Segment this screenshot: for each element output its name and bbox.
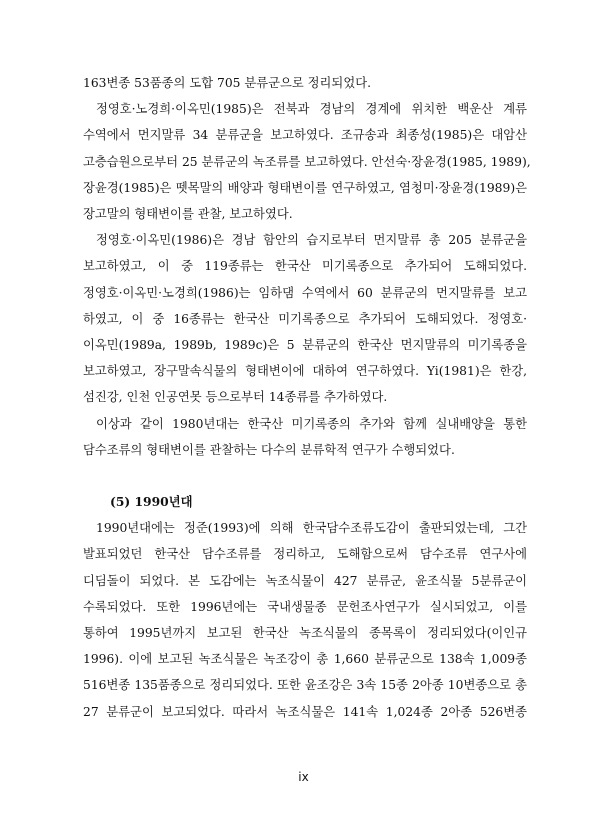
text-line: 163변종 53품종의 도합 705 분류군으로 정리되었다. (83, 76, 371, 90)
text-line: 보고하였고, 장구말속식물의 형태변이에 대하여 연구하였다. Yi(1981)은 한강, (83, 364, 527, 379)
text-line: 하였고, 이 중 16종류는 한국산 미기록종으로 추가되어 도해되었다. 정영호· (83, 311, 527, 326)
text-line: 섬진강, 인천 인공연못 등으로부터 14종류를 추가하였다. (83, 390, 388, 405)
text-line: 수역에서 먼지말류 34 분류군을 보고하였다. 조규송과 최종성(1985)은 대암산 (83, 128, 527, 143)
page-number: ix (298, 770, 309, 784)
text-line: 디딤돌이 되었다. 본 도감에는 녹조식물이 427 분류군, 윤조식물 5분류군이 (83, 573, 527, 588)
section-heading: (5) 1990년대 (110, 494, 193, 510)
text-line: 27 분류군이 보고되었다. 따라서 녹조식물은 141속 1,024종 2아종 526변종 (83, 704, 527, 719)
paragraph-start-line: 정영호·이옥민(1986)은 경남 함안의 습지로부터 먼지말류 총 205 분류군을 (96, 233, 527, 248)
text-line: 정영호·이옥민·노경희(1986)는 임하댐 수역에서 60 분류군의 먼지말류를 보고 (83, 285, 527, 300)
paragraph-start-line: 이상과 같이 1980년대는 한국산 미기록종의 추가와 함께 실내배양을 통한 (96, 416, 527, 431)
text-line: 발표되었던 한국산 담수조류를 정리하고, 도해함으로써 담수조류 연구사에 (83, 547, 527, 562)
text-line: 담수조류의 형태변이를 관찰하는 다수의 분류학적 연구가 수행되었다. (83, 442, 455, 457)
text-line: 1996). 이에 보고된 녹조식물은 녹조강이 총 1,660 분류군으로 138속 1,009종 (83, 652, 527, 667)
text-line: 516변종 135품종으로 정리되었다. 또한 윤조강은 3속 15종 2아종 10변종으로 총 (83, 678, 527, 693)
text-line: 보고하였고, 이 중 119종류는 한국산 미기록종으로 추가되어 도해되었다. (83, 259, 527, 274)
text-line: 통하여 1995년까지 보고된 한국산 녹조식물의 종목록이 정리되었다(이인규 (83, 626, 527, 641)
text-line: 이옥민(1989a, 1989b, 1989c)은 5 분류군의 한국산 먼지말류의 미기록종을 (83, 338, 527, 353)
text-line: 수록되었다. 또한 1996년에는 국내생물종 문헌조사연구가 실시되었고, 이를 (83, 599, 527, 614)
body-text (83, 70, 531, 725)
text-line: 장고말의 형태변이를 관찰, 보고하였다. (83, 207, 293, 222)
text-line: 고층습원으로부터 25 분류군의 녹조류를 보고하였다. 안선숙·장윤경(1985, 1989), (83, 154, 531, 169)
paragraph-start-line: 정영호·노경희·이옥민(1985)은 전북과 경남의 경계에 위치한 백운산 계류 (96, 102, 527, 117)
section-gap (83, 463, 527, 489)
text-line: 장윤경(1985)은 뗏목말의 배양과 형태변이를 연구하였고, 염청미·장윤경(1989)은 (83, 180, 527, 195)
paragraph-start-line: 1990년대에는 정준(1993)에 의해 한국담수조류도감이 출판되었는데, 그간 (96, 521, 527, 536)
